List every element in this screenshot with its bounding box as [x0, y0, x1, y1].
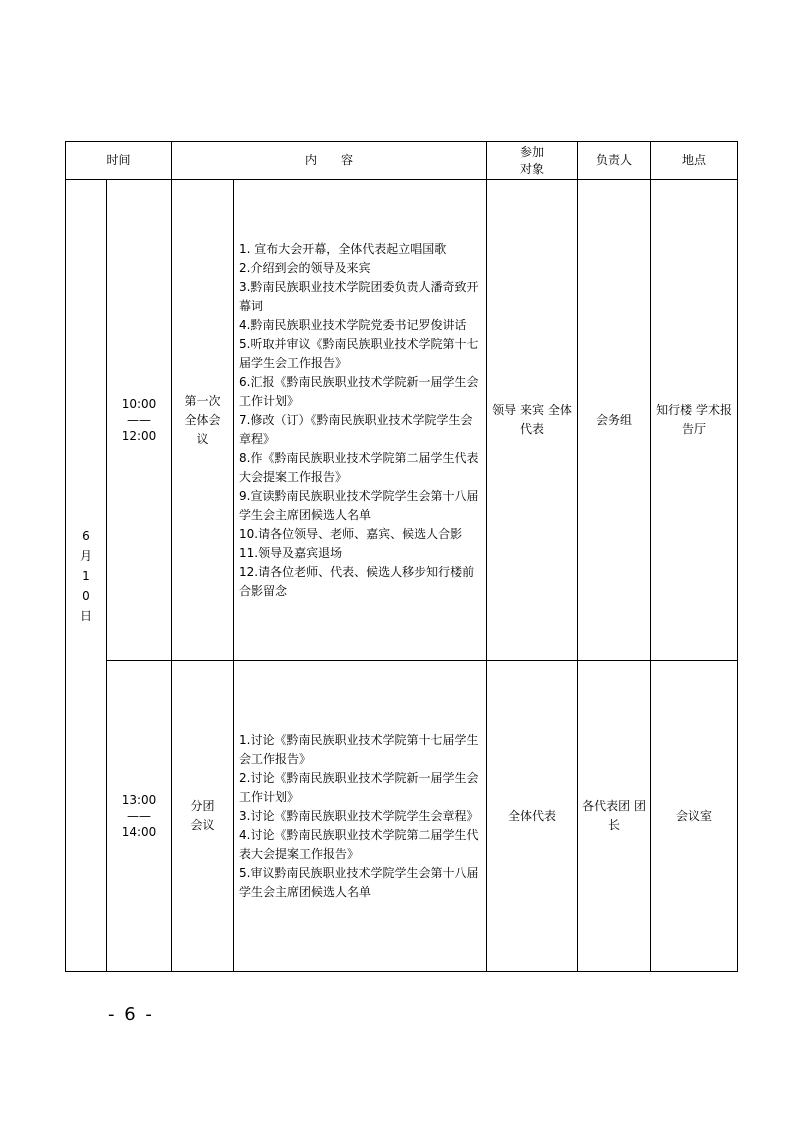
content-cell [234, 661, 487, 972]
participant: 领导 [492, 403, 517, 417]
list-item: 3.讨论《黔南民族职业技术学院学生会章程》 [239, 808, 479, 823]
participant: 全体代表 [520, 403, 572, 436]
participant: 全体代表 [508, 808, 557, 823]
time-start: 13:00 [121, 793, 157, 807]
list-item: 2.介绍到会的领导及来宾 [239, 260, 371, 275]
table-row [66, 661, 738, 972]
schedule-table [65, 141, 738, 972]
list-item: 1. 宣布大会开幕，全体代表起立唱国歌 [239, 241, 447, 256]
list-item: 9.宣读黔南民族职业技术学院学生会第十八届学生会主席团候选人名单 [239, 488, 479, 522]
date-cell [66, 180, 107, 972]
participants-cell [487, 180, 578, 661]
time-cell [107, 661, 172, 972]
location: 学术报告厅 [682, 403, 732, 436]
session-name: 第一次全体会议 [184, 393, 221, 446]
session-name-cell [172, 661, 234, 972]
responsible-cell [578, 661, 651, 972]
header-participants [487, 142, 578, 180]
list-item: 4.讨论《黔南民族职业技术学院第二届学生代表大会提案工作报告》 [239, 827, 479, 861]
list-item: 4.黔南民族职业技术学院党委书记罗俊讲话 [239, 317, 467, 332]
table-row [66, 180, 738, 661]
responsible: 各代表团 [582, 799, 631, 813]
date-text: 6月10日 [80, 528, 93, 623]
participant: 来宾 [520, 403, 545, 417]
session-name-cell [172, 180, 234, 661]
location-cell [651, 661, 738, 972]
list-item: 12.请各位老师、代表、候选人移步知行楼前合影留念 [239, 564, 475, 598]
header-time: 时间 [66, 142, 172, 180]
list-item: 5.审议黔南民族职业技术学院学生会第十八届学生会主席团候选人名单 [239, 865, 479, 899]
location-cell [651, 180, 738, 661]
list-item: 6.汇报《黔南民族职业技术学院新一届学生会工作计划》 [239, 374, 479, 408]
list-item: 11.领导及嘉宾退场 [239, 545, 343, 560]
location: 会议室 [676, 808, 713, 823]
header-responsible: 负责人 [578, 142, 651, 180]
time-dash: —— [127, 809, 151, 823]
time-end: 14:00 [121, 825, 157, 839]
time-cell [107, 180, 172, 661]
location: 知行楼 [656, 403, 693, 417]
page-number: - 6 - [108, 1004, 154, 1025]
responsible-cell [578, 180, 651, 661]
list-item: 1.讨论《黔南民族职业技术学院第十七届学生会工作报告》 [239, 732, 479, 766]
time-end: 12:00 [121, 429, 157, 443]
list-item: 7.修改（订）《黔南民族职业技术学院学生会章程》 [239, 412, 473, 446]
table-header-row [66, 142, 738, 180]
content-cell [234, 180, 487, 661]
header-location: 地点 [651, 142, 738, 180]
header-content: 内 容 [172, 142, 487, 180]
time-start: 10:00 [121, 397, 157, 411]
session-name: 分团会议 [190, 799, 215, 832]
responsible: 会务组 [596, 412, 633, 427]
time-dash: —— [127, 413, 151, 427]
list-item: 3.黔南民族职业技术学院团委负责人潘奇致开幕词 [239, 279, 479, 313]
list-item: 10.请各位领导、老师、嘉宾、候选人合影 [239, 526, 463, 541]
list-item: 2.讨论《黔南民族职业技术学院新一届学生会工作计划》 [239, 770, 479, 804]
participants-cell [487, 661, 578, 972]
list-item: 8.作《黔南民族职业技术学院第二届学生代表大会提案工作报告》 [239, 450, 479, 484]
header-participants-text: 参加对象 [520, 144, 545, 176]
list-item: 5.听取并审议《黔南民族职业技术学院第十七届学生会工作报告》 [239, 336, 479, 370]
responsible: 团长 [608, 799, 646, 832]
